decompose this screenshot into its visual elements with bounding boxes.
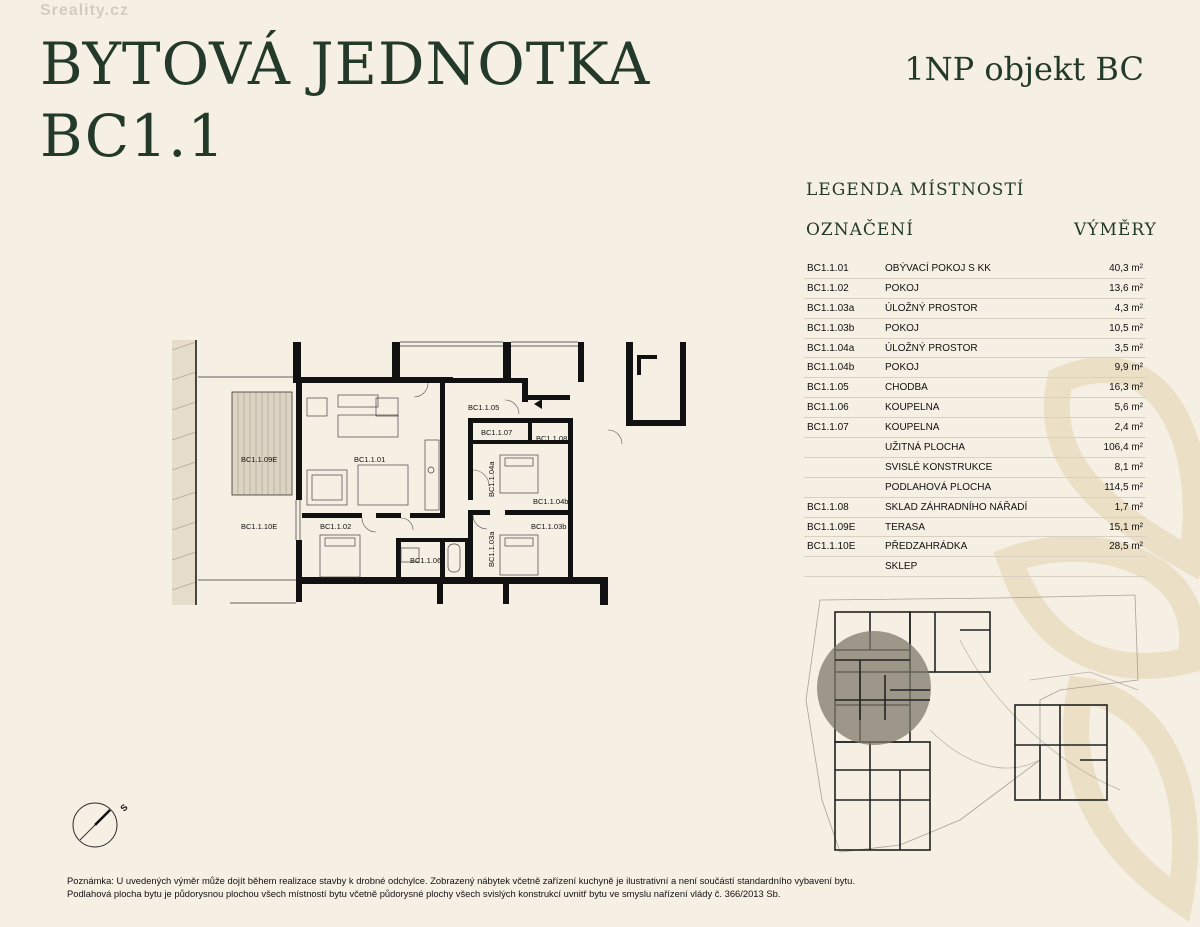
- room-name: SKLAD ZÁHRADNÍHO NÁŘADÍ: [882, 497, 1084, 517]
- legend-title: LEGENDA MÍSTNOSTÍ: [806, 180, 1025, 200]
- legend-column-code: OZNAČENÍ: [806, 220, 914, 240]
- room-code: BC1.1.04b: [804, 358, 882, 378]
- room-name: POKOJ: [882, 358, 1084, 378]
- room-area: 13,6 m²: [1084, 278, 1146, 298]
- room-code: BC1.1.07: [804, 418, 882, 438]
- label-r03b: BC1.1.03b: [531, 522, 567, 531]
- room-area: 16,3 m²: [1084, 378, 1146, 398]
- room-name: CHODBA: [882, 378, 1084, 398]
- room-area: 1,7 m²: [1084, 497, 1146, 517]
- room-area: 9,9 m²: [1084, 358, 1146, 378]
- room-name: ÚLOŽNÝ PROSTOR: [882, 298, 1084, 318]
- compass: [73, 803, 117, 847]
- label-r01: BC1.1.01: [354, 455, 386, 464]
- footnote: [67, 875, 855, 900]
- room-code: BC1.1.10E: [804, 537, 882, 557]
- label-r04b: BC1.1.04b: [533, 497, 569, 506]
- footnote-line-2: Podlahová plocha bytu je půdorysnou plochou všech místností bytu včetně půdorysné plochy všech svislých konstrukcí uvnitř bytu ve smyslu nařízení vlády č. 366/2013 Sb.: [67, 887, 781, 899]
- room-name: UŽITNÁ PLOCHA: [882, 438, 1084, 458]
- compass-label: S: [118, 802, 130, 814]
- room-name: POKOJ: [882, 278, 1084, 298]
- title-line-1: BYTOVÁ JEDNOTKA: [40, 30, 651, 98]
- label-r03a: BC1.1.03a: [487, 531, 496, 567]
- footnote-line-1: Poznámka: U uvedených výměr může dojít během realizace stavby k drobné odchylce. Zobrazený nábytek včetně zařízení kuchyně je ilustrativní a není součástí standardního vybavení bytu.: [67, 875, 855, 886]
- room-name: SVISLÉ KONSTRUKCE: [882, 457, 1084, 477]
- room-code: BC1.1.08: [804, 497, 882, 517]
- site-key-plan: [806, 595, 1138, 852]
- room-code: BC1.1.09E: [804, 517, 882, 537]
- room-area: 2,4 m²: [1084, 418, 1146, 438]
- room-area: 40,3 m²: [1084, 259, 1146, 278]
- room-area: 5,6 m²: [1084, 398, 1146, 418]
- room-area: 10,5 m²: [1084, 318, 1146, 338]
- title-line-2: BC1.1: [40, 102, 226, 170]
- highlight-circle: [817, 631, 931, 745]
- room-code: BC1.1.06: [804, 398, 882, 418]
- room-area: 28,5 m²: [1084, 537, 1146, 557]
- terrain-hatch: [172, 340, 196, 605]
- label-r08: BC1.1.08: [536, 434, 568, 443]
- legend-column-area: VÝMĚRY: [1074, 220, 1157, 240]
- room-name: KOUPELNA: [882, 418, 1084, 438]
- room-area: 106,4 m²: [1084, 438, 1146, 458]
- floor-label: 1NP objekt BC: [904, 50, 1144, 88]
- room-code: BC1.1.03b: [804, 318, 882, 338]
- label-r07: BC1.1.07: [481, 428, 513, 437]
- room-name: OBÝVACÍ POKOJ S KK: [882, 259, 1084, 278]
- room-code: BC1.1.02: [804, 278, 882, 298]
- furniture-living: [307, 395, 439, 510]
- watermark: Sreality.cz: [40, 2, 129, 19]
- room-name: KOUPELNA: [882, 398, 1084, 418]
- label-r10e: BC1.1.10E: [241, 522, 278, 531]
- label-r05: BC1.1.05: [468, 403, 500, 412]
- room-code: BC1.1.05: [804, 378, 882, 398]
- room-name: SKLEP: [882, 557, 1084, 577]
- room-area: 3,5 m²: [1084, 338, 1146, 358]
- room-name: POKOJ: [882, 318, 1084, 338]
- label-r06: BC1.1.06: [410, 556, 442, 565]
- room-area: 8,1 m²: [1084, 457, 1146, 477]
- room-code: BC1.1.03a: [804, 298, 882, 318]
- room-name: TERASA: [882, 517, 1084, 537]
- label-r09e: BC1.1.09E: [241, 455, 278, 464]
- room-name: ÚLOŽNÝ PROSTOR: [882, 338, 1084, 358]
- label-r02: BC1.1.02: [320, 522, 352, 531]
- room-area: 15,1 m²: [1084, 517, 1146, 537]
- room-area: 4,3 m²: [1084, 298, 1146, 318]
- entrance-arrow: [534, 399, 542, 409]
- room-name: PŘEDZAHRÁDKA: [882, 537, 1084, 557]
- label-r04a: BC1.1.04a: [487, 461, 496, 497]
- room-code: BC1.1.04a: [804, 338, 882, 358]
- room-name: PODLAHOVÁ PLOCHA: [882, 477, 1084, 497]
- room-code: BC1.1.01: [804, 259, 882, 278]
- room-area: 114,5 m²: [1084, 477, 1146, 497]
